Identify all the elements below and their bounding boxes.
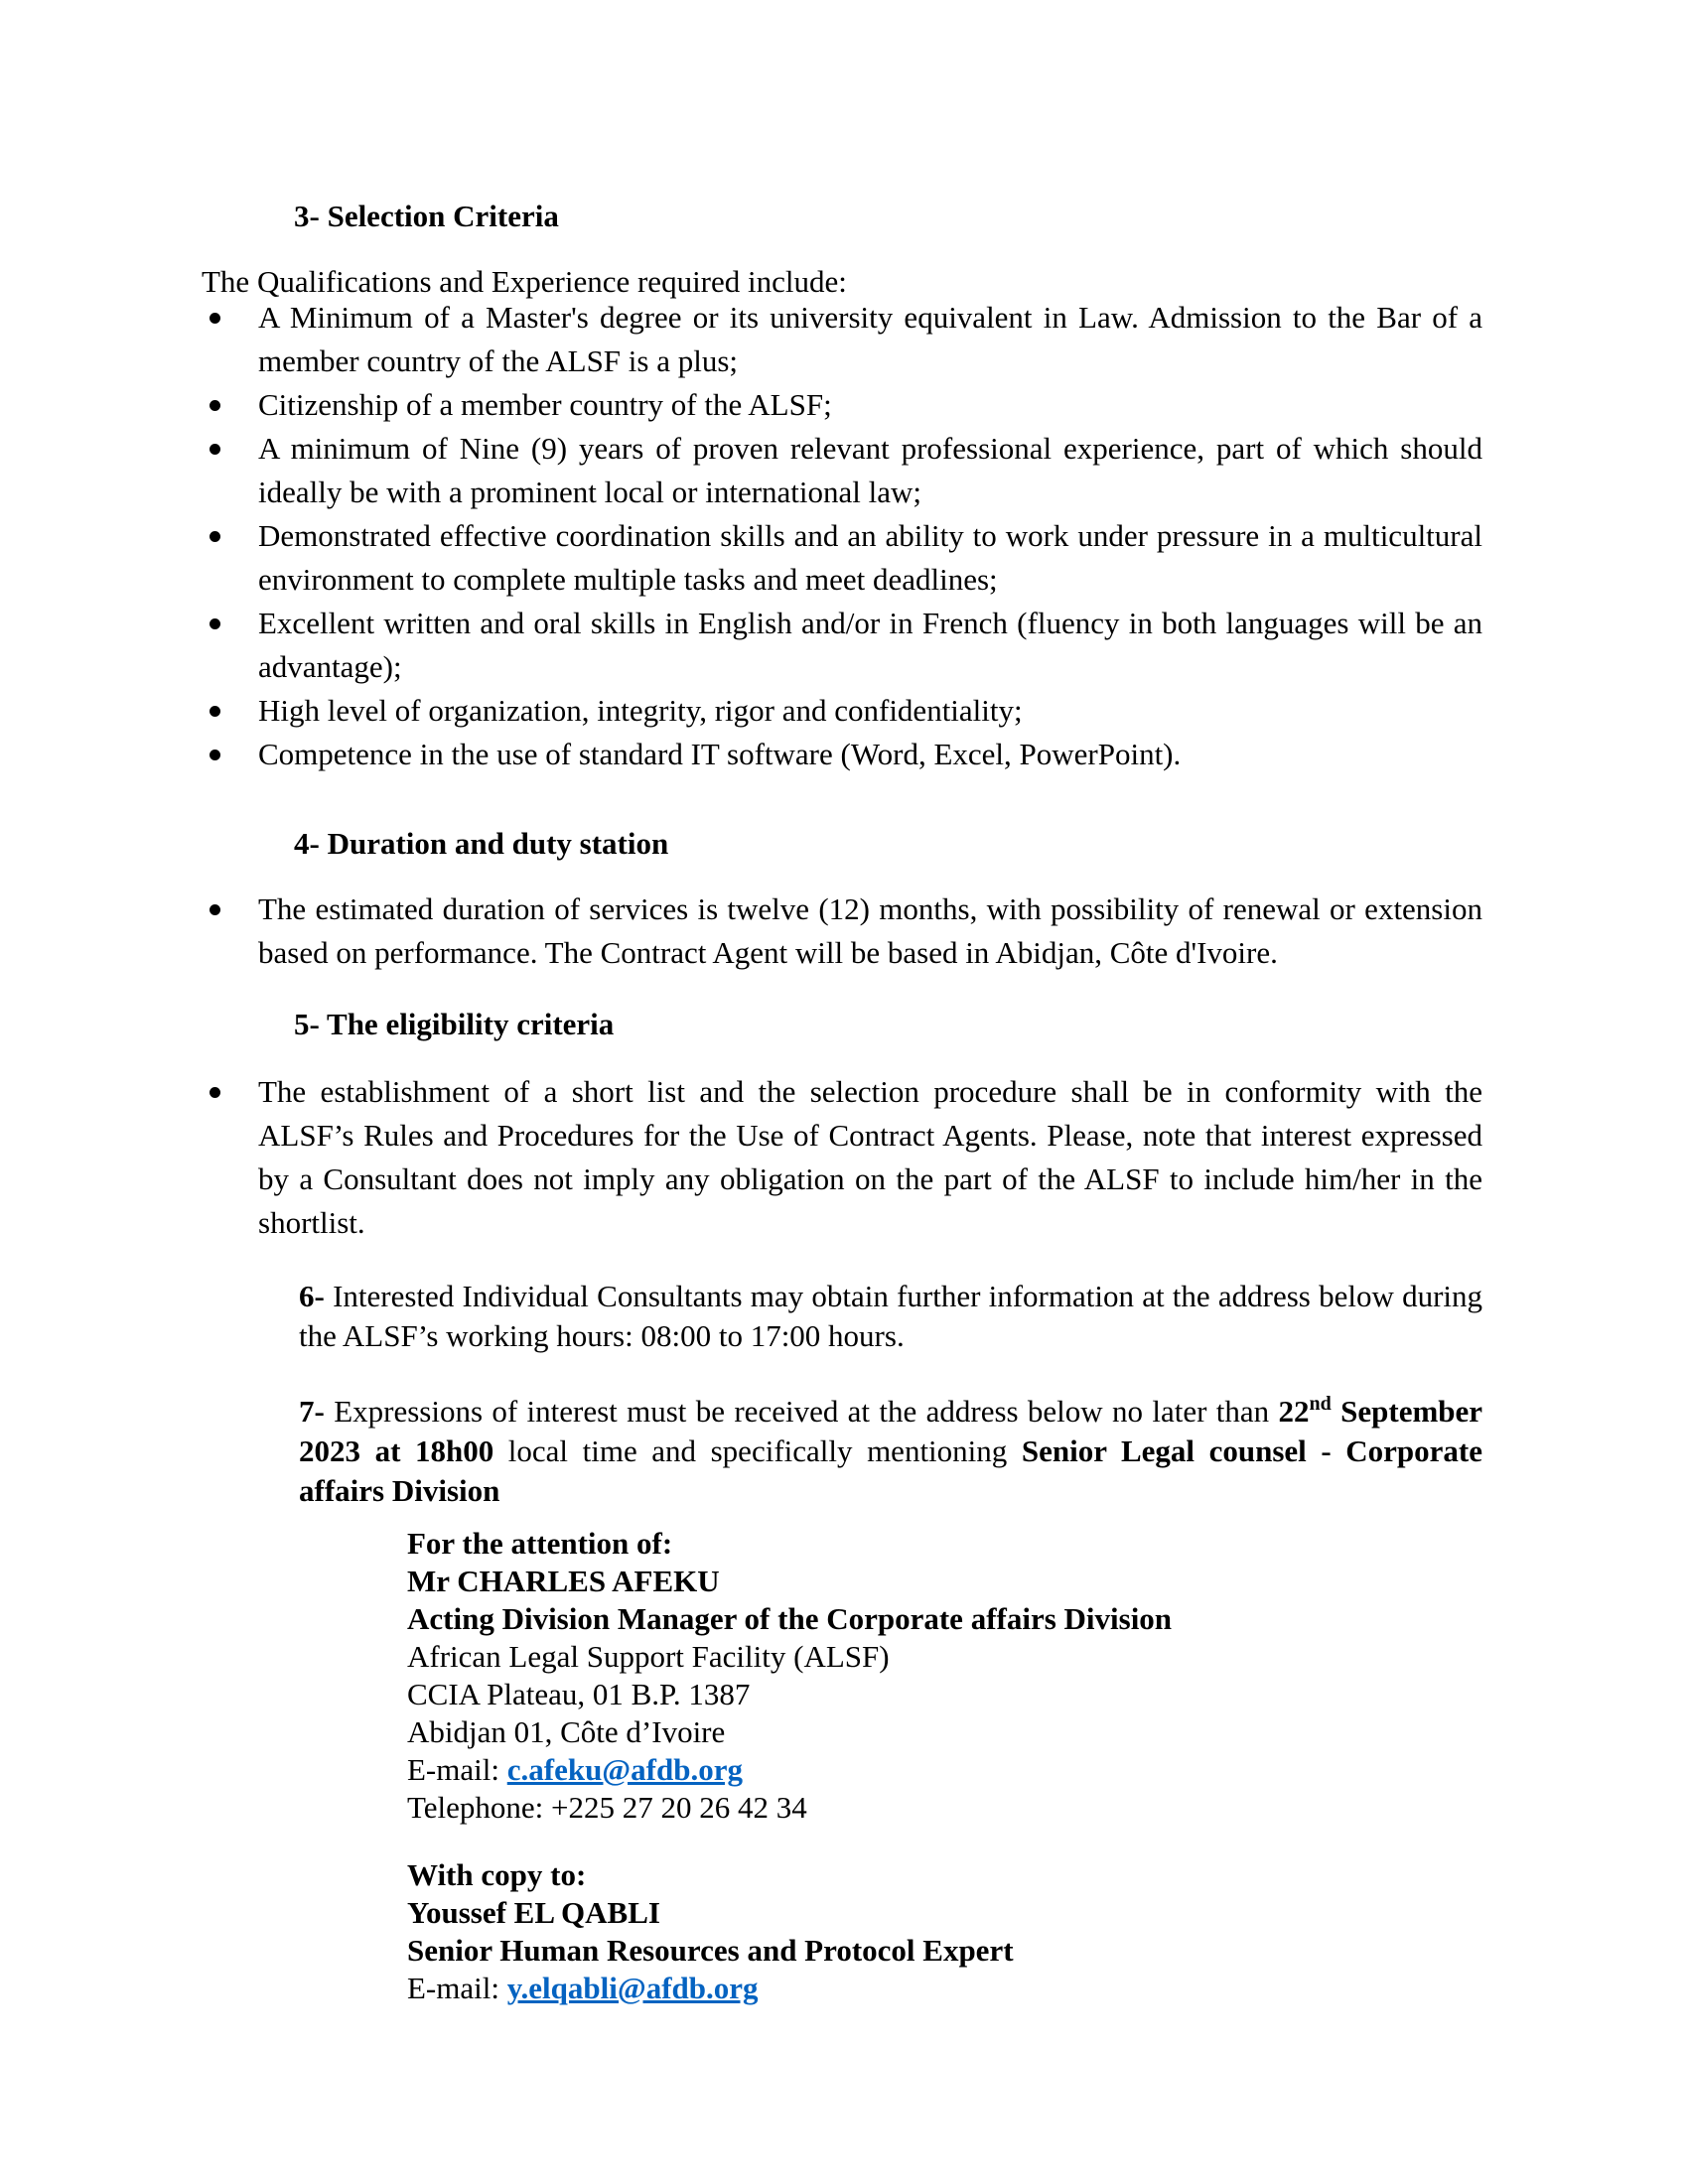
attention-block [407, 1525, 1400, 1827]
bullet-icon [210, 904, 220, 915]
section-4-heading: 4- Duration and duty station [294, 826, 669, 861]
section-3-intro: The Qualifications and Experience required include: [202, 264, 847, 299]
bullet-icon [210, 313, 220, 324]
copy-block [407, 1856, 1400, 2007]
list-item: Competence in the use of standard IT software (Word, Excel, PowerPoint). [202, 733, 1482, 776]
copy-label: With copy to: [407, 1857, 587, 1892]
attention-address-1: CCIA Plateau, 01 B.P. 1387 [407, 1677, 751, 1711]
copy-name: Youssef EL QABLI [407, 1895, 660, 1930]
section-6-number: 6- [299, 1279, 325, 1313]
attention-email-line: E-mail: c.afeku@afdb.org [407, 1752, 743, 1787]
bullet-icon [210, 618, 220, 629]
list-item: Excellent written and oral skills in English and/or in French (fluency in both languages will be an advantage); [202, 602, 1482, 689]
list-item: High level of organization, integrity, rigor and confidentiality; [202, 689, 1482, 733]
position-mention: Senior Legal counsel - Corporate affairs Division [299, 1433, 1482, 1508]
section-6-paragraph: 6- Interested Individual Consultants may obtain further information at the address below during the ALSF’s working hours: 08:00 to 17:00 hours. [299, 1279, 1482, 1353]
attention-label: For the attention of: [407, 1526, 673, 1561]
list-item: Demonstrated effective coordination skills and an ability to work under pressure in a multicultural environment to complete multiple tasks and meet deadlines; [202, 514, 1482, 602]
list-item: A minimum of Nine (9) years of proven relevant professional experience, part of which should ideally be with a prominent local or international law; [202, 427, 1482, 514]
copy-email-line: E-mail: y.elqabli@afdb.org [407, 1971, 759, 2005]
bullet-icon [210, 444, 220, 455]
section-3-heading: 3- Selection Criteria [294, 199, 559, 233]
bullet-icon [210, 750, 220, 760]
list-item: The establishment of a short list and the selection procedure shall be in conformity with the ALSF’s Rules and Procedures for the Use of Contract Agents. Please, note that interest expressed by a Consultant does not imply any obligation on the part of the ALSF to include him/her in the shortlist. [202, 1070, 1482, 1245]
copy-title: Senior Human Resources and Protocol Expert [407, 1933, 1014, 1968]
attention-title: Acting Division Manager of the Corporate affairs Division [407, 1601, 1173, 1636]
eligibility-list [202, 1070, 1482, 1245]
selection-criteria-list [202, 296, 1482, 776]
deadline-date: 22nd September 2023 at 18h00 [299, 1393, 1483, 1468]
bullet-icon [210, 531, 220, 542]
copy-email-link[interactable]: y.elqabli@afdb.org [506, 1971, 759, 2005]
list-item: The estimated duration of services is twelve (12) months, with possibility of renewal or extension based on performance. The Contract Agent will be based in Abidjan, Côte d'Ivoire. [202, 887, 1482, 975]
section-7-paragraph: 7- Expressions of interest must be received at the address below no later than 22nd September 2023 at 18h00 local time and specifically mentioning Senior Legal counsel - Corporate affairs Division [299, 1393, 1483, 1508]
section-5-heading: 5- The eligibility criteria [294, 1007, 615, 1041]
section-7-number: 7- [299, 1394, 325, 1429]
duration-list [202, 887, 1482, 975]
attention-org: African Legal Support Facility (ALSF) [407, 1639, 890, 1674]
bullet-icon [210, 706, 220, 717]
attention-phone: Telephone: +225 27 20 26 42 34 [407, 1790, 807, 1825]
attention-name: Mr CHARLES AFEKU [407, 1564, 720, 1598]
bullet-icon [210, 1087, 220, 1098]
attention-email-link[interactable]: c.afeku@afdb.org [506, 1752, 743, 1787]
list-item: A Minimum of a Master's degree or its university equivalent in Law. Admission to the Bar of a member country of the ALSF is a plus; [202, 296, 1482, 383]
list-item: Citizenship of a member country of the ALSF; [202, 383, 1482, 427]
attention-address-2: Abidjan 01, Côte d’Ivoire [407, 1714, 726, 1749]
bullet-icon [210, 400, 220, 411]
